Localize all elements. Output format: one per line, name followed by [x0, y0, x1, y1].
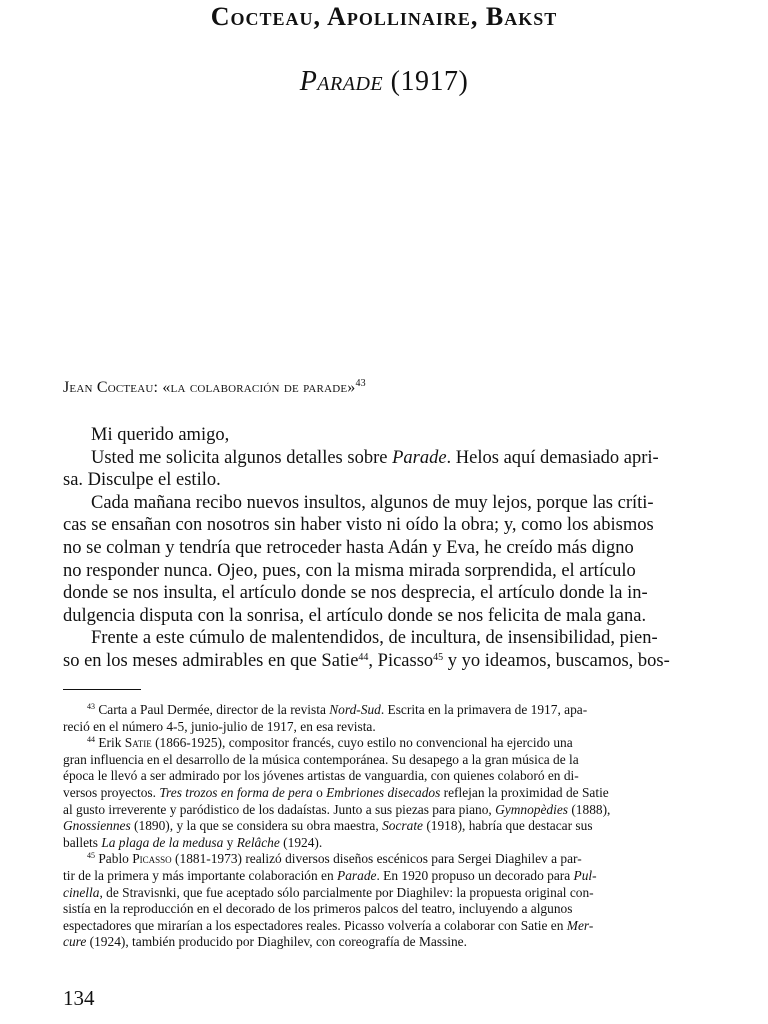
footnote-text-run: Embriones disecados: [326, 784, 441, 800]
footnote-line-content: [63, 785, 609, 802]
footnote-text-run: . En 1920 propuso un decorado para: [376, 867, 574, 883]
footnote-line: [63, 901, 705, 918]
body-line: [63, 492, 705, 515]
footnote-line: [63, 719, 705, 736]
footnote-text-run: (1866-1925), compositor francés, cuyo estilo no convencional ha ejercido una: [151, 735, 573, 751]
body-text-run: Frente a este cúmulo de malentendidos, de incultura, de insensibilidad, pien-: [91, 628, 658, 649]
body-line: [63, 424, 705, 447]
section-heading-note-ref: 43: [355, 378, 366, 389]
footnote-text-run: (1890), y la que se considera su obra maestra,: [130, 818, 383, 834]
footnote-45: [63, 851, 705, 868]
footnote-text-run: Mer-: [566, 917, 594, 933]
footnote-text-run: Nord-Sud: [329, 702, 381, 717]
footnote-line: [63, 868, 705, 885]
body-line: [63, 447, 705, 470]
footnote-text-run: sistía en la reproducción en el decorado de los primeros palcos del teatro, incluyendo a algunos: [63, 901, 573, 917]
body-text-run: no se colman y tendría que retroceder hasta Adán y Eva, he creído más digno: [63, 537, 634, 558]
footnote-text-run: gran influencia en el desarrollo de la música contemporánea. Su desapego a la gran música de la: [63, 751, 579, 767]
footnote-text-run: (1888),: [568, 801, 611, 817]
footnote-text-run: Picasso: [132, 851, 172, 867]
footnote-text-run: Erik: [98, 735, 125, 751]
footnote-line: [63, 918, 705, 935]
body-text-run: sa. Disculpe el estilo.: [63, 470, 221, 491]
body-text-run: . Helos aquí demasiado apri-: [446, 447, 659, 468]
footnote-line-content: [63, 868, 597, 885]
footnote-text-run: Socrate: [382, 818, 423, 834]
footnote-text-run: versos proyectos.: [63, 784, 160, 800]
footnote-text-run: La plaga de la medusa: [101, 834, 224, 850]
footnote-text-run: Tres trozos en forma de pera: [159, 784, 313, 800]
footnote-text-run: Gnossiennes: [63, 818, 131, 834]
work-title-year: (1917): [390, 66, 469, 97]
body-line: [63, 560, 705, 583]
footnote-line-content: [63, 835, 322, 852]
footnote-text-run: (1924), también producido por Diaghilev, con coreografía de Massine.: [86, 934, 467, 950]
footnote-line: [87, 851, 582, 868]
footnote-number: 45: [87, 851, 95, 861]
footnote-text-run: Gymnopèdies: [495, 801, 568, 817]
footnote-line: [63, 818, 705, 835]
footnote-text-run: Parade: [337, 867, 377, 883]
footnote-text-run: o: [312, 784, 327, 800]
footnote-line-content: [63, 818, 593, 835]
footnote-line: [63, 835, 705, 852]
footnote-line-content: [63, 934, 467, 951]
body-text-run: Cada mañana recibo nuevos insultos, algunos de muy lejos, porque las críti-: [91, 492, 654, 513]
body-text-segment: [91, 447, 659, 470]
footnote-ref: 44: [358, 651, 369, 663]
footnote-separator: [63, 689, 141, 690]
footnote-text-run: (1918), habría que destacar sus: [422, 818, 593, 834]
footnote-text-run: Pablo: [98, 851, 133, 867]
footnote-text-run: Relâche: [236, 834, 280, 850]
body-text-segment: [63, 650, 670, 673]
body-text-run: , Picasso: [368, 650, 434, 671]
body-text-run: cas se ensañan con nosotros sin haber visto ni oído la obra; y, como los abismos: [63, 515, 654, 536]
body-text-run: so en los meses admirables en que Satie: [63, 650, 359, 671]
body-text: [63, 424, 705, 673]
body-line: [63, 627, 705, 650]
footnote-line: [63, 768, 705, 785]
footnote-line: [63, 785, 705, 802]
footnote-line: [63, 885, 705, 902]
section-heading: [63, 378, 703, 397]
body-text-run: y yo ideamos, buscamos, bos-: [443, 650, 670, 671]
footnote-text-run: reció en el número 4-5, junio-julio de 1917, en esa revista.: [63, 718, 376, 734]
footnote-text-run: cinella: [63, 884, 100, 900]
footnote-text-run: Carta a Paul Dermée, director de la revista: [98, 702, 330, 717]
footnote-ref: 45: [433, 651, 444, 663]
footnote-line: [87, 735, 573, 752]
work-title-name: Parade: [299, 66, 384, 97]
body-line: [63, 605, 705, 628]
footnote-text-run: Pul-: [573, 867, 597, 883]
footnote-text-run: Satie: [124, 735, 152, 751]
footnote-text-run: cure: [63, 934, 87, 950]
body-line: [63, 582, 705, 605]
footnote-text-run: espectadores que mirarían a los espectadores reales. Picasso volvería a colaborar con Satie en: [63, 917, 567, 933]
footnote-text-run: ballets: [63, 834, 102, 850]
footnote-text-run: (1881-1973) realizó diversos diseños escénicos para Sergei Diaghilev a par-: [171, 851, 582, 867]
footnote-text-run: , de Stravisnki, que fue aceptado sólo parcialmente por Diaghilev: la propuesta original con-: [99, 884, 594, 900]
footnote-line: [63, 752, 705, 769]
footnote-line: [63, 802, 705, 819]
footnote-text-run: época le llevó a ser admirado por los jóvenes artistas de vanguardia, con quienes colaboró en di-: [63, 768, 579, 784]
page-number: 134: [63, 986, 95, 1010]
footnote-43: [63, 702, 705, 719]
footnotes: [63, 702, 705, 951]
body-line: [63, 469, 705, 492]
greeting: Mi querido amigo,: [91, 425, 230, 445]
footnote-text-run: al gusto irreverente y paródistico de los dadaístas. Junto a sus piezas para piano,: [63, 801, 496, 817]
footnote-text-run: y: [223, 834, 237, 850]
work-title: [0, 66, 768, 98]
footnote-text-run: tir de la primera y más importante colaboración en: [63, 867, 338, 883]
running-head: Cocteau, Apollinaire, Bakst: [210, 2, 558, 31]
footnote-text-run: reflejan la proximidad de Satie: [440, 784, 609, 800]
footnote-line: [63, 934, 705, 951]
footnote-number: 44: [87, 735, 95, 745]
work-reference: Parade: [392, 447, 447, 468]
footnote-line-content: [63, 802, 610, 819]
footnote-line-content: [63, 885, 594, 902]
body-line: [63, 650, 705, 673]
footnote-text-run: . Escrita en la primavera de 1917, apa-: [380, 702, 588, 717]
footnote-line-content: [63, 918, 593, 935]
body-text-run: no responder nunca. Ojeo, pues, con la misma mirada sorprendida, el artículo: [63, 560, 636, 581]
body-line: [63, 514, 705, 537]
footnote-text-run: (1924).: [279, 834, 323, 850]
footnote-44: [63, 735, 705, 752]
section-heading-text: Jean Cocteau: «la colaboración de parade»: [63, 379, 356, 396]
footnote-number: 43: [87, 702, 95, 711]
body-text-run: donde se nos insulta, el artículo donde se nos desprecia, el artículo donde la in-: [63, 583, 648, 604]
footnote-line: [87, 702, 587, 719]
body-text-run: dulgencia disputa con la sonrisa, el artículo donde se nos felicita de mala gana.: [63, 605, 647, 626]
body-text-run: Usted me solicita algunos detalles sobre: [91, 447, 388, 468]
body-line: [63, 537, 705, 560]
